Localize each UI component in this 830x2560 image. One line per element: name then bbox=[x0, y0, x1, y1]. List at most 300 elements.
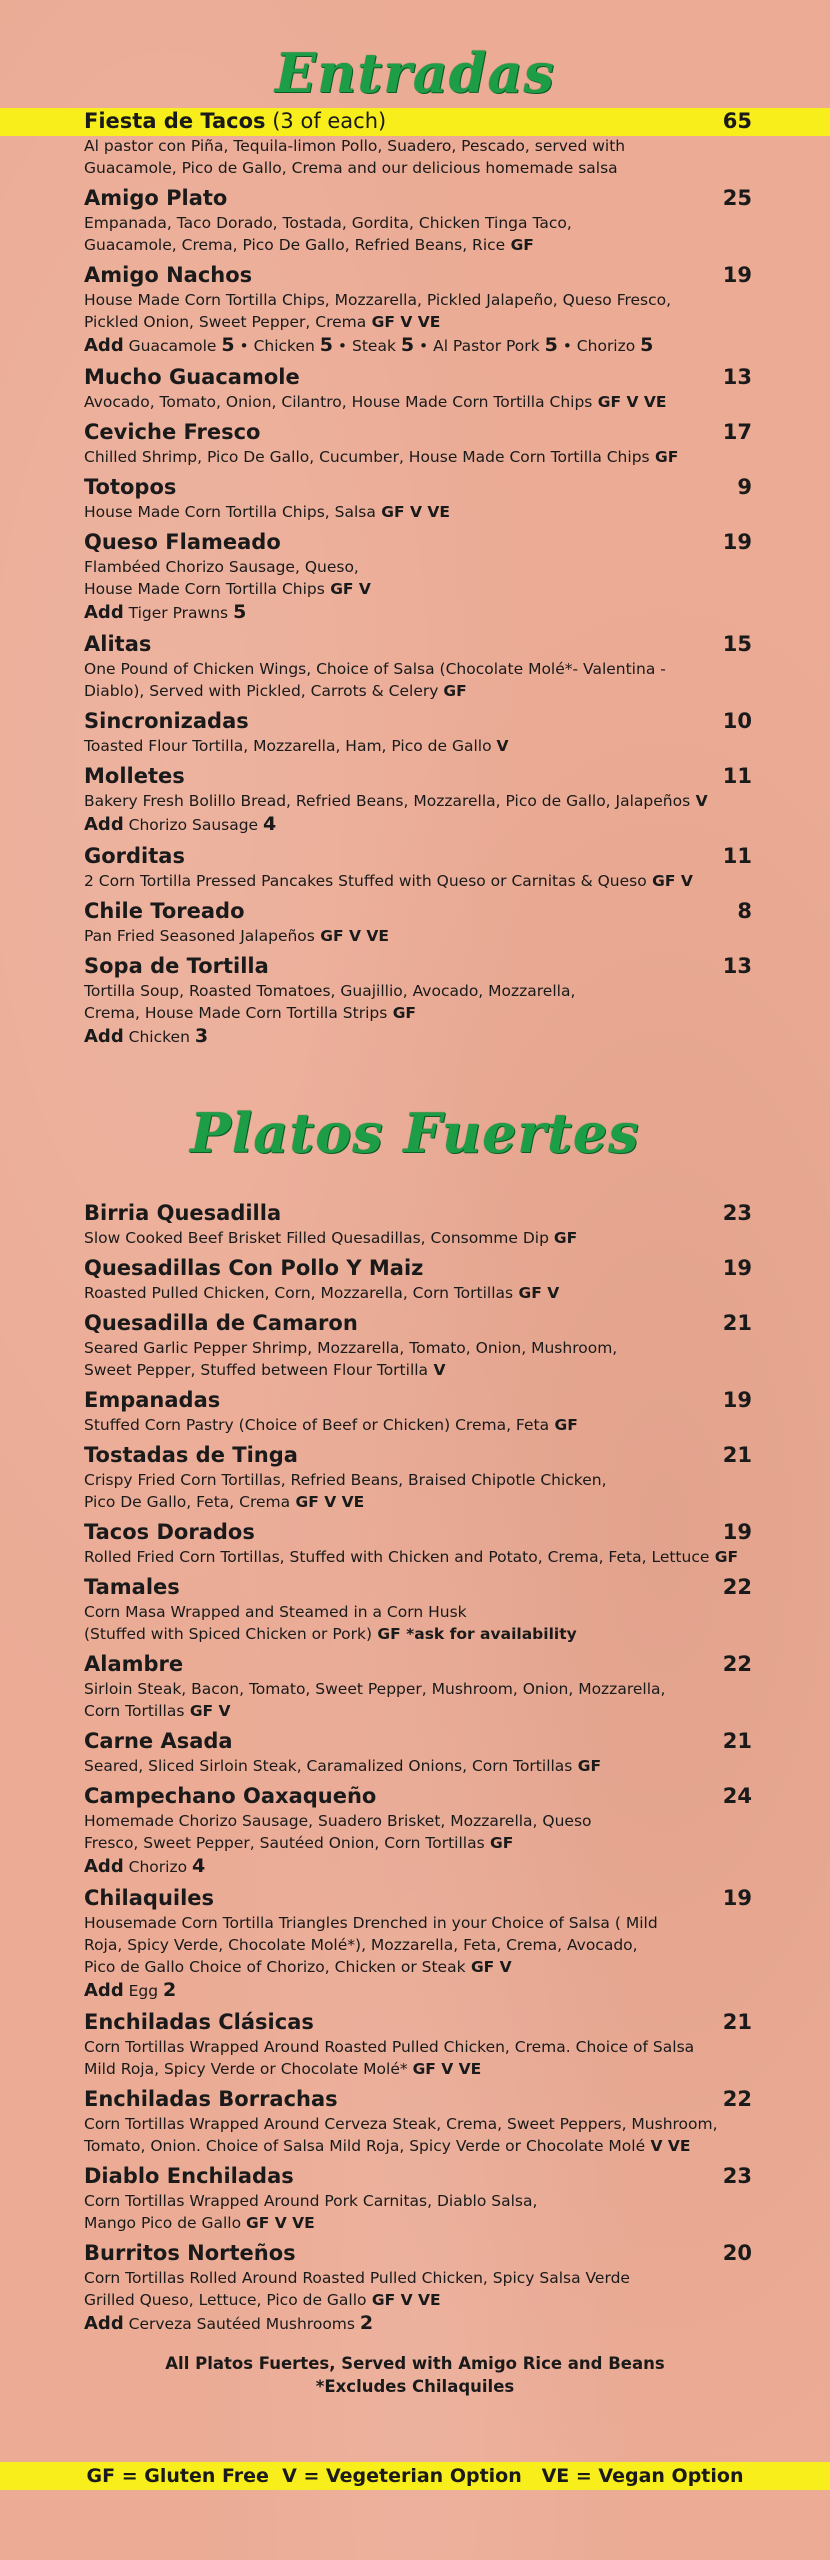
menu-item-header bbox=[84, 1728, 752, 1755]
dietary-tags: GF bbox=[387, 1004, 417, 1022]
menu-item-header bbox=[84, 1783, 752, 1810]
description-line bbox=[84, 1337, 752, 1359]
description-line bbox=[84, 2058, 752, 2080]
menu-item-price: 19 bbox=[722, 1520, 752, 1544]
addon-price: 5 bbox=[544, 334, 558, 356]
menu-item-header bbox=[84, 2086, 752, 2113]
menu-item-addon bbox=[84, 333, 752, 358]
addon-label: Add bbox=[84, 814, 124, 835]
menu-item-title: Campechano Oaxaqueño bbox=[84, 1784, 377, 1808]
addon-text: Chorizo bbox=[123, 1858, 192, 1876]
addon-label: Add bbox=[84, 1980, 124, 2001]
menu-item-title: Diablo Enchiladas bbox=[84, 2164, 294, 2188]
addon-text: Chicken bbox=[123, 1028, 195, 1046]
menu-item-name bbox=[84, 1200, 281, 1227]
menu-item-title: Chile Toreado bbox=[84, 899, 245, 923]
description-text: House Made Corn Tortilla Chips, Salsa bbox=[84, 503, 376, 521]
dietary-tags: V VE bbox=[645, 2137, 691, 2155]
menu-item-name bbox=[84, 631, 151, 658]
menu-item-header bbox=[84, 108, 752, 135]
description-text: Grilled Queso, Lettuce, Pico de Gallo bbox=[84, 2291, 367, 2309]
description-line bbox=[84, 1491, 752, 1513]
menu-item-description bbox=[84, 790, 752, 812]
description-line bbox=[84, 578, 752, 600]
addon-price: 2 bbox=[359, 2312, 374, 2334]
description-line bbox=[84, 135, 752, 157]
description-line bbox=[84, 2289, 752, 2311]
menu-item-description bbox=[84, 1601, 752, 1645]
menu-item-description bbox=[84, 2190, 752, 2234]
menu-item-title: Amigo Plato bbox=[84, 186, 228, 210]
menu-item-name bbox=[84, 708, 249, 735]
description-text: Corn Tortillas Wrapped Around Roasted Pulled Chicken, Crema. Choice of Salsa bbox=[84, 2038, 695, 2056]
description-text: Crispy Fried Corn Tortillas, Refried Beans, Braised Chipotle Chicken, bbox=[84, 1471, 607, 1489]
menu-item-description bbox=[84, 658, 752, 702]
menu-item-title: Totopos bbox=[84, 475, 177, 499]
description-text: Sirloin Steak, Bacon, Tomato, Sweet Pepper, Mushroom, Onion, Mozzarella, bbox=[84, 1680, 666, 1698]
addon-price: 5 bbox=[233, 601, 247, 623]
menu-item-price: 10 bbox=[722, 709, 752, 733]
dietary-tags: GF V VE bbox=[314, 927, 389, 945]
description-text: 2 Corn Tortilla Pressed Pancakes Stuffed with Queso or Carnitas & Queso bbox=[84, 872, 647, 890]
menu-item-description bbox=[84, 980, 752, 1024]
description-text: Pico De Gallo, Feta, Crema bbox=[84, 1493, 291, 1511]
description-text: Toasted Flour Tortilla, Mozzarella, Ham, Pico de Gallo bbox=[84, 737, 497, 755]
menu-item bbox=[84, 1728, 752, 1777]
menu-item-title: Birria Quesadilla bbox=[84, 1201, 282, 1225]
menu-item-name bbox=[84, 898, 245, 925]
menu-item-name bbox=[84, 1519, 255, 1546]
description-line bbox=[84, 1601, 752, 1623]
menu-item-name bbox=[84, 843, 185, 870]
addon-price: 2 bbox=[163, 1979, 177, 2001]
description-text: Roasted Pulled Chicken, Corn, Mozzarella, Corn Tortillas bbox=[84, 1284, 514, 1302]
menu-item-title: Chilaquiles bbox=[84, 1886, 215, 1910]
menu-item-name bbox=[84, 364, 300, 391]
menu-item-name bbox=[84, 2240, 296, 2267]
menu-item-description bbox=[84, 446, 752, 468]
menu-item-description bbox=[84, 1810, 752, 1854]
menu-item bbox=[84, 631, 752, 702]
dietary-tags: GF bbox=[572, 1757, 602, 1775]
dietary-tags: GF V bbox=[324, 580, 371, 598]
description-text: Avocado, Tomato, Onion, Cilantro, House Made Corn Tortilla Chips bbox=[84, 393, 593, 411]
menu-item-price: 11 bbox=[722, 764, 752, 788]
addon-label: Add bbox=[84, 1026, 124, 1047]
description-line bbox=[84, 1956, 752, 1978]
description-text: Pickled Onion, Sweet Pepper, Crema bbox=[84, 313, 367, 331]
menu-item-title: Tostadas de Tinga bbox=[84, 1443, 298, 1467]
description-text: Housemade Corn Tortilla Triangles Drenched in your Choice of Salsa ( Mild bbox=[84, 1914, 658, 1932]
menu-item-header bbox=[84, 2009, 752, 2036]
menu-item-name bbox=[84, 763, 185, 790]
menu-item-name bbox=[84, 474, 176, 501]
description-line bbox=[84, 1832, 752, 1854]
addon-text: • Steak bbox=[333, 337, 401, 355]
description-text: House Made Corn Tortilla Chips, Mozzarella, Pickled Jalapeño, Queso Fresco, bbox=[84, 291, 672, 309]
menu-item bbox=[84, 262, 752, 358]
description-text: Chilled Shrimp, Pico De Gallo, Cucumber, House Made Corn Tortilla Chips bbox=[84, 448, 650, 466]
menu-item-addon bbox=[84, 600, 752, 625]
description-line bbox=[84, 1678, 752, 1700]
dietary-tags: GF bbox=[709, 1548, 739, 1566]
description-text: Stuffed Corn Pastry (Choice of Beef or Chicken) Crema, Feta bbox=[84, 1416, 550, 1434]
description-text: Slow Cooked Beef Brisket Filled Quesadillas, Consomme Dip bbox=[84, 1229, 554, 1247]
menu-item-subtitle: (3 of each) bbox=[265, 109, 387, 133]
addon-price: 4 bbox=[192, 1855, 206, 1877]
footer-line-2: *Excludes Chilaquiles bbox=[315, 2377, 515, 2396]
menu-item-header bbox=[84, 185, 752, 212]
dietary-tags: GF *ask for availability bbox=[372, 1625, 577, 1643]
menu-item bbox=[84, 1387, 752, 1436]
description-line bbox=[84, 157, 752, 179]
description-line bbox=[84, 234, 752, 256]
addon-text: • Chorizo bbox=[557, 337, 641, 355]
menu-item-price: 21 bbox=[722, 1311, 752, 1335]
menu-item bbox=[84, 185, 752, 256]
menu-item-header bbox=[84, 1651, 752, 1678]
menu-item bbox=[84, 1255, 752, 1304]
menu-item-title: Burritos Norteños bbox=[84, 2241, 296, 2265]
menu-item-header bbox=[84, 1519, 752, 1546]
platos-fuertes-section bbox=[84, 1200, 752, 2342]
description-text: (Stuffed with Spiced Chicken or Pork) bbox=[84, 1625, 373, 1643]
menu-item-header bbox=[84, 898, 752, 925]
description-text: Pan Fried Seasoned Jalapeños bbox=[84, 927, 315, 945]
footer-line-1: All Platos Fuertes, Served with Amigo Rice and Beans bbox=[165, 2354, 665, 2373]
menu-item-name bbox=[84, 1728, 233, 1755]
menu-item-name bbox=[84, 2086, 338, 2113]
menu-item bbox=[84, 108, 752, 179]
dietary-tags: GF bbox=[443, 682, 467, 700]
description-text: Pico de Gallo Choice of Chorizo, Chicken or Steak bbox=[84, 1958, 466, 1976]
addon-price: 4 bbox=[263, 813, 277, 835]
menu-item bbox=[84, 529, 752, 625]
menu-item-price: 23 bbox=[722, 2164, 752, 2188]
description-text: Flambéed Chorizo Sausage, Queso, bbox=[84, 558, 359, 576]
menu-item-header bbox=[84, 2240, 752, 2267]
menu-item-price: 23 bbox=[722, 1201, 752, 1225]
menu-item-addon bbox=[84, 2311, 752, 2336]
menu-item-description bbox=[84, 1755, 752, 1777]
menu-item-name bbox=[84, 1783, 376, 1810]
menu-item-header bbox=[84, 631, 752, 658]
menu-item-name bbox=[84, 419, 260, 446]
description-line bbox=[84, 2267, 752, 2289]
menu-item-title: Fiesta de Tacos bbox=[84, 109, 266, 133]
description-line bbox=[84, 980, 752, 1002]
platos-fuertes-heading: Platos Fuertes bbox=[190, 1101, 640, 1165]
menu-item-price: 24 bbox=[722, 1784, 752, 1808]
menu-item-description bbox=[84, 556, 752, 600]
menu-item-description bbox=[84, 1337, 752, 1381]
menu-item-title: Enchiladas Clásicas bbox=[84, 2010, 314, 2034]
description-text: Corn Tortillas Rolled Around Roasted Pulled Chicken, Spicy Salsa Verde bbox=[84, 2269, 630, 2287]
menu-item-price: 21 bbox=[722, 1729, 752, 1753]
description-line bbox=[84, 1359, 752, 1381]
description-text: Bakery Fresh Bolillo Bread, Refried Beans, Mozzarella, Pico de Gallo, Jalapeños bbox=[84, 792, 691, 810]
description-text: Guacamole, Crema, Pico De Gallo, Refried Beans, Rice bbox=[84, 236, 506, 254]
menu-item-header bbox=[84, 843, 752, 870]
menu-item-title: Alitas bbox=[84, 632, 152, 656]
menu-item-price: 9 bbox=[737, 475, 752, 499]
menu-item-header bbox=[84, 1442, 752, 1469]
dietary-tags: GF V VE bbox=[246, 2214, 315, 2232]
description-line bbox=[84, 680, 752, 702]
addon-text: • Chicken bbox=[234, 337, 320, 355]
menu-item-price: 65 bbox=[722, 109, 752, 133]
addon-price: 3 bbox=[194, 1025, 209, 1047]
description-line bbox=[84, 2135, 752, 2157]
dietary-tags: GF V VE bbox=[412, 2060, 482, 2078]
menu-item-title: Empanadas bbox=[84, 1388, 221, 1412]
description-line bbox=[84, 2212, 752, 2234]
menu-item-name bbox=[84, 2163, 294, 2190]
menu-item bbox=[84, 419, 752, 468]
addon-text: Egg bbox=[123, 1982, 164, 2000]
menu-item-name bbox=[84, 529, 281, 556]
description-line bbox=[84, 1912, 752, 1934]
menu-item-price: 22 bbox=[722, 2087, 752, 2111]
description-text: Mild Roja, Spicy Verde or Chocolate Molé* bbox=[84, 2060, 413, 2078]
menu-item-description bbox=[84, 1282, 752, 1304]
menu-item-description bbox=[84, 735, 752, 757]
addon-label: Add bbox=[84, 602, 124, 623]
menu-item-name bbox=[84, 1574, 180, 1601]
dietary-tags: GF V bbox=[184, 1702, 231, 1720]
menu-item-price: 25 bbox=[722, 186, 752, 210]
dietary-tags: GF V VE bbox=[592, 393, 667, 411]
menu-item-name bbox=[84, 1387, 220, 1414]
menu-item-header bbox=[84, 2163, 752, 2190]
menu-item-price: 22 bbox=[722, 1652, 752, 1676]
description-text: Guacamole, Pico de Gallo, Crema and our delicious homemade salsa bbox=[84, 159, 618, 177]
menu-item-price: 19 bbox=[722, 1388, 752, 1412]
dietary-tags: GF bbox=[505, 236, 534, 254]
dietary-tags: GF V bbox=[465, 1958, 512, 1976]
menu-item-header bbox=[84, 1885, 752, 1912]
description-line bbox=[84, 1700, 752, 1722]
menu-item-price: 13 bbox=[722, 954, 752, 978]
menu-item-header bbox=[84, 529, 752, 556]
dietary-tags: V bbox=[428, 1361, 446, 1379]
description-line bbox=[84, 556, 752, 578]
menu-item-name bbox=[84, 2009, 314, 2036]
description-line bbox=[84, 1755, 752, 1777]
menu-item-price: 19 bbox=[722, 1256, 752, 1280]
addon-label: Add bbox=[84, 2313, 124, 2334]
menu-item-name bbox=[84, 1651, 183, 1678]
menu-item-description bbox=[84, 1678, 752, 1722]
menu-item bbox=[84, 1783, 752, 1879]
dietary-tags: GF bbox=[553, 1229, 578, 1247]
menu-item-description bbox=[84, 925, 752, 947]
description-text: Empanada, Taco Dorado, Tostada, Gordita, Chicken Tinga Taco, bbox=[84, 214, 572, 232]
menu-item-title: Queso Flameado bbox=[84, 530, 281, 554]
menu-item-title: Quesadilla de Camaron bbox=[84, 1311, 358, 1335]
menu-item-header bbox=[84, 364, 752, 391]
menu-item bbox=[84, 953, 752, 1049]
menu-item-header bbox=[84, 1200, 752, 1227]
description-line bbox=[84, 658, 752, 680]
description-text: Homemade Chorizo Sausage, Suadero Brisket, Mozzarella, Queso bbox=[84, 1812, 592, 1830]
description-text: Corn Tortillas Wrapped Around Cerveza Steak, Crema, Sweet Peppers, Mushroom, bbox=[84, 2115, 718, 2133]
description-text: Rolled Fried Corn Tortillas, Stuffed with Chicken and Potato, Crema, Feta, Lettuce bbox=[84, 1548, 710, 1566]
menu-item-name bbox=[84, 108, 386, 135]
menu-item-description bbox=[84, 870, 752, 892]
menu-item-description bbox=[84, 391, 752, 413]
description-line bbox=[84, 2113, 752, 2135]
menu-item-name bbox=[84, 1885, 214, 1912]
description-line bbox=[84, 212, 752, 234]
menu-item bbox=[84, 1200, 752, 1249]
menu-item-description bbox=[84, 212, 752, 256]
addon-text: Guacamole bbox=[123, 337, 222, 355]
description-text: Crema, House Made Corn Tortilla Strips bbox=[84, 1004, 388, 1022]
menu-item-price: 19 bbox=[722, 1886, 752, 1910]
menu-item bbox=[84, 474, 752, 523]
menu-item-addon bbox=[84, 1024, 752, 1049]
menu-item bbox=[84, 1574, 752, 1645]
description-text: Al pastor con Piña, Tequila-limon Pollo, Suadero, Pescado, served with bbox=[84, 137, 626, 155]
menu-item-title: Gorditas bbox=[84, 844, 185, 868]
description-line bbox=[84, 1414, 752, 1436]
menu-item bbox=[84, 1885, 752, 2003]
description-text: Tortilla Soup, Roasted Tomatoes, Guajillio, Avocado, Mozzarella, bbox=[84, 982, 576, 1000]
description-text: Seared Garlic Pepper Shrimp, Mozzarella, Tomato, Onion, Mushroom, bbox=[84, 1339, 618, 1357]
addon-label: Add bbox=[84, 335, 124, 356]
menu-item bbox=[84, 763, 752, 837]
menu-item-title: Carne Asada bbox=[84, 1729, 233, 1753]
menu-item-addon bbox=[84, 1978, 752, 2003]
menu-item-description bbox=[84, 2113, 752, 2157]
description-text: Diablo), Served with Pickled, Carrots & Celery bbox=[84, 682, 444, 700]
menu-item-name bbox=[84, 185, 227, 212]
description-line bbox=[84, 391, 752, 413]
description-line bbox=[84, 735, 752, 757]
description-text: Seared, Sliced Sirloin Steak, Caramalized Onions, Corn Tortillas bbox=[84, 1757, 573, 1775]
menu-item-title: Mucho Guacamole bbox=[84, 365, 300, 389]
description-text: House Made Corn Tortilla Chips bbox=[84, 580, 325, 598]
description-line bbox=[84, 2190, 752, 2212]
menu-item-addon bbox=[84, 1854, 752, 1879]
addon-text: Chorizo Sausage bbox=[123, 816, 264, 834]
menu-item-price: 11 bbox=[722, 844, 752, 868]
description-line bbox=[84, 289, 752, 311]
description-line bbox=[84, 870, 752, 892]
addon-text: • Al Pastor Pork bbox=[414, 337, 545, 355]
menu-item-description bbox=[84, 2267, 752, 2311]
menu-item-header bbox=[84, 763, 752, 790]
description-line bbox=[84, 2036, 752, 2058]
menu-item-title: Amigo Nachos bbox=[84, 263, 253, 287]
dietary-legend: GF = Gluten Free V = Vegeterian Option VE = Vegan Option bbox=[0, 2462, 830, 2490]
menu-item-header bbox=[84, 474, 752, 501]
menu-item-addon bbox=[84, 812, 752, 837]
menu-item-title: Quesadillas Con Pollo Y Maiz bbox=[84, 1256, 424, 1280]
menu-item bbox=[84, 2163, 752, 2234]
menu-item-header bbox=[84, 419, 752, 446]
menu-item-price: 17 bbox=[722, 420, 752, 444]
dietary-tags: GF V bbox=[513, 1284, 560, 1302]
menu-item-title: Molletes bbox=[84, 764, 185, 788]
menu-item-header bbox=[84, 262, 752, 289]
menu-item-name bbox=[84, 262, 252, 289]
menu-item-price: 15 bbox=[722, 632, 752, 656]
addon-text: Cerveza Sautéed Mushrooms bbox=[123, 2315, 360, 2333]
dietary-tags: GF bbox=[649, 448, 679, 466]
dietary-tags: GF V VE bbox=[290, 1493, 365, 1511]
addon-price: 5 bbox=[319, 334, 333, 356]
menu-item-price: 21 bbox=[722, 2010, 752, 2034]
menu-item-price: 8 bbox=[737, 899, 752, 923]
dietary-tags: V bbox=[690, 792, 708, 810]
menu-item bbox=[84, 364, 752, 413]
menu-item bbox=[84, 2086, 752, 2157]
description-line bbox=[84, 1002, 752, 1024]
menu-item-title: Enchiladas Borrachas bbox=[84, 2087, 338, 2111]
description-line bbox=[84, 1623, 752, 1645]
description-text: Corn Tortillas Wrapped Around Pork Carnitas, Diablo Salsa, bbox=[84, 2192, 538, 2210]
menu-item bbox=[84, 1442, 752, 1513]
description-line bbox=[84, 501, 752, 523]
dietary-tags: GF V VE bbox=[375, 503, 450, 521]
menu-item-title: Tacos Dorados bbox=[84, 1520, 255, 1544]
description-text: Corn Tortillas bbox=[84, 1702, 185, 1720]
addon-price: 5 bbox=[640, 334, 654, 356]
menu-item-header bbox=[84, 708, 752, 735]
menu-item-header bbox=[84, 1387, 752, 1414]
menu-item-title: Sincronizadas bbox=[84, 709, 249, 733]
description-line bbox=[84, 1469, 752, 1491]
dietary-tags: GF V bbox=[646, 872, 693, 890]
menu-item-description bbox=[84, 501, 752, 523]
menu-item bbox=[84, 1519, 752, 1568]
menu-item-price: 22 bbox=[722, 1575, 752, 1599]
menu-item bbox=[84, 1310, 752, 1381]
menu-item-name bbox=[84, 1442, 298, 1469]
dietary-tags: GF V VE bbox=[366, 2291, 441, 2309]
platos-footer-note bbox=[0, 2352, 830, 2398]
description-line bbox=[84, 1810, 752, 1832]
menu-item bbox=[84, 1651, 752, 1722]
dietary-tags: GF bbox=[549, 1416, 578, 1434]
description-line bbox=[84, 311, 752, 333]
menu-item bbox=[84, 2240, 752, 2336]
menu-item-price: 19 bbox=[722, 263, 752, 287]
menu-item-description bbox=[84, 289, 752, 333]
description-line bbox=[84, 1546, 752, 1568]
menu-item-header bbox=[84, 1574, 752, 1601]
menu-item-header bbox=[84, 1255, 752, 1282]
dietary-tags: GF V VE bbox=[366, 313, 441, 331]
description-line bbox=[84, 446, 752, 468]
menu-item-name bbox=[84, 1310, 358, 1337]
menu-item-price: 13 bbox=[722, 365, 752, 389]
description-line bbox=[84, 1282, 752, 1304]
entradas-heading: Entradas bbox=[275, 41, 555, 105]
description-text: One Pound of Chicken Wings, Choice of Salsa (Chocolate Molé*- Valentina - bbox=[84, 660, 666, 678]
menu-item bbox=[84, 2009, 752, 2080]
menu-item-description bbox=[84, 1227, 752, 1249]
addon-text: Tiger Prawns bbox=[123, 604, 234, 622]
menu-item bbox=[84, 843, 752, 892]
description-line bbox=[84, 925, 752, 947]
menu-item-description bbox=[84, 1912, 752, 1978]
menu-item-price: 20 bbox=[722, 2241, 752, 2265]
dietary-tags: V bbox=[496, 737, 509, 755]
menu-item bbox=[84, 708, 752, 757]
